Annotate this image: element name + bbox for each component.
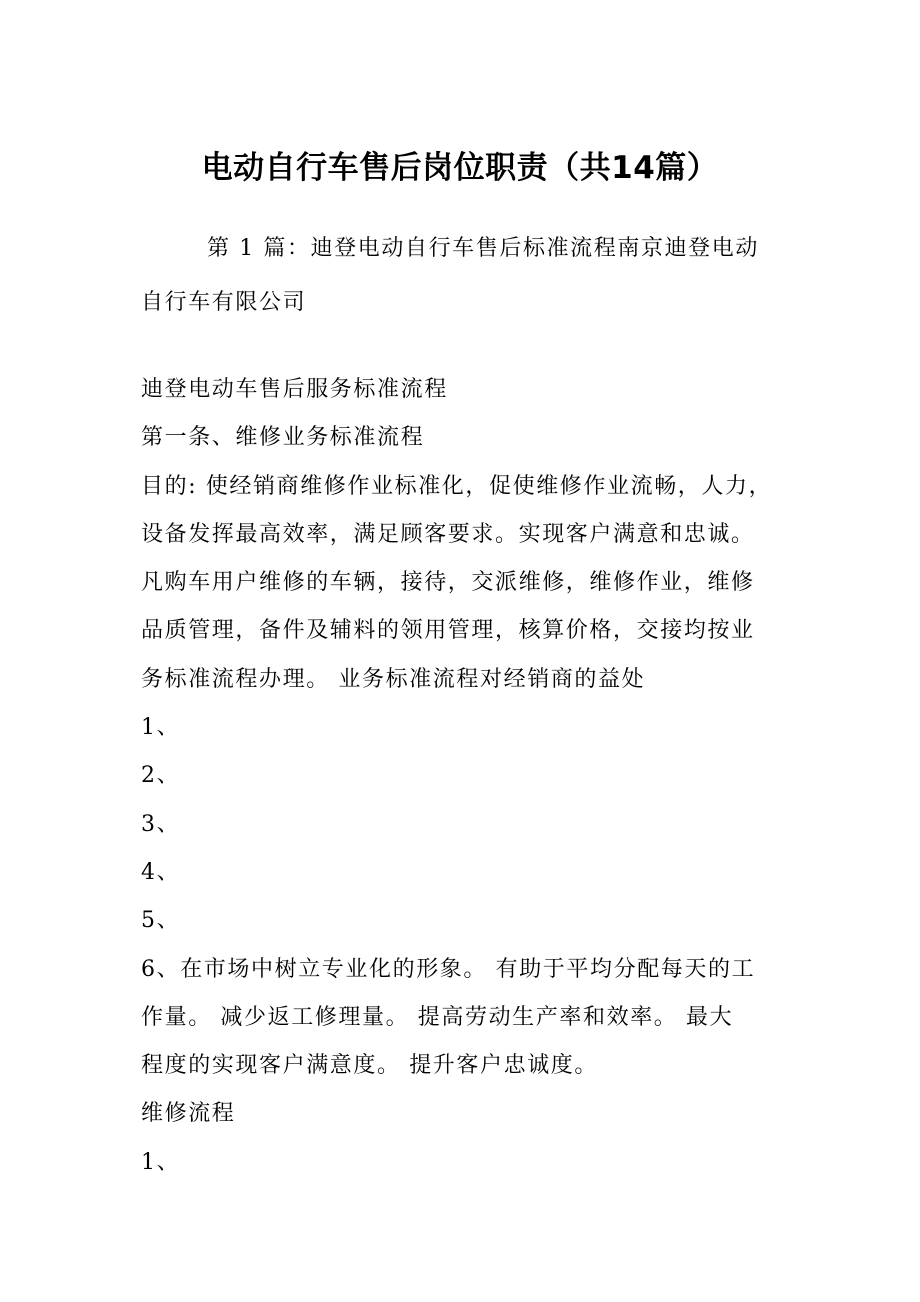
list-item: 1、 xyxy=(141,1149,181,1175)
text-line: 作量。 减少返工修理量。 提高劳动生产率和效率。 最大 xyxy=(141,1004,734,1030)
list-item: 1、 xyxy=(141,715,181,741)
text-line: 目的: 使经销商维修作业标准化，促使维修作业流畅，人力， xyxy=(141,473,773,499)
text-line: 设备发挥最高效率，满足顾客要求。实现客户满意和忠诚。 xyxy=(141,521,755,547)
article-heading: 第一条、维修业务标准流程 xyxy=(141,425,425,451)
list-item: 4、 xyxy=(141,859,181,885)
section-heading: 维修流程 xyxy=(141,1101,236,1127)
intro-paragraph xyxy=(141,222,791,330)
text-line: 品质管理，备件及辅料的领用管理，核算价格，交接均按业 xyxy=(141,618,755,644)
list-item: 2、 xyxy=(141,763,181,789)
text-line: 程度的实现客户满意度。 提升客户忠诚度。 xyxy=(141,1053,598,1079)
section-heading: 迪登电动车售后服务标准流程 xyxy=(141,377,448,402)
intro-line: 自行车有限公司 xyxy=(141,290,307,315)
intro-line: 第 1 篇：迪登电动自行车售后标准流程南京迪登电动 xyxy=(207,236,759,261)
body-content xyxy=(141,366,791,1187)
list-item: 3、 xyxy=(141,811,181,837)
document-title: 电动自行车售后岗位职责（共14篇） xyxy=(201,150,719,186)
text-line: 凡购车用户维修的车辆，接待，交派维修，维修作业，维修 xyxy=(141,570,755,596)
text-line: 6、在市场中树立专业化的形象。 有助于平均分配每天的工 xyxy=(141,956,756,982)
list-item: 5、 xyxy=(141,908,181,934)
text-line: 务标准流程办理。 业务标准流程对经销商的益处 xyxy=(141,666,646,692)
